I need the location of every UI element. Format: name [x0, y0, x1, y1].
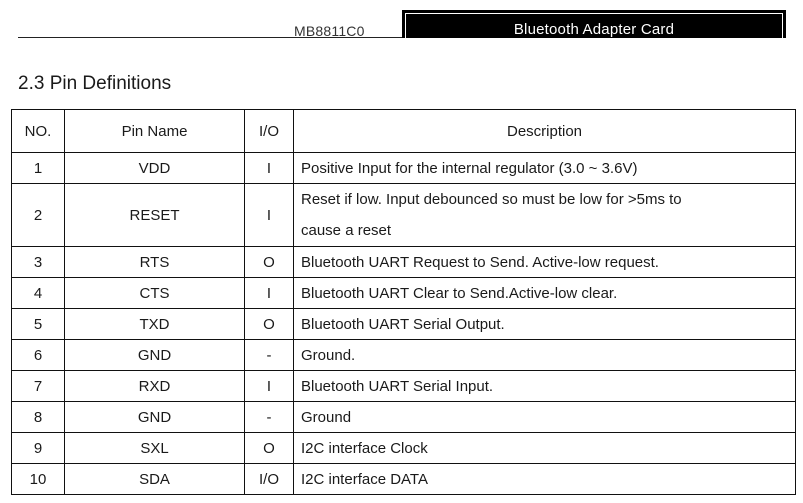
pin-number: 6 [12, 340, 65, 371]
model-code: MB8811C0 [294, 23, 365, 39]
doc-title-box [402, 10, 786, 38]
pin-io: I [245, 184, 294, 247]
pin-definitions-table [11, 109, 796, 495]
pin-number: 2 [12, 184, 65, 247]
pin-description: Ground. [294, 340, 796, 371]
table-header-row [12, 110, 796, 153]
table-row [12, 433, 796, 464]
pin-name: CTS [65, 278, 245, 309]
pin-name: VDD [65, 153, 245, 184]
column-header-pin-name: Pin Name [65, 110, 245, 153]
table-row [12, 153, 796, 184]
pin-description-line: cause a reset [301, 222, 392, 239]
pin-description [294, 184, 796, 247]
pin-description: Bluetooth UART Request to Send. Active-low request. [294, 247, 796, 278]
pin-description: Bluetooth UART Serial Input. [294, 371, 796, 402]
pin-io: I [245, 153, 294, 184]
pin-io: I [245, 371, 294, 402]
pin-name: TXD [65, 309, 245, 340]
pin-io: I [245, 278, 294, 309]
pin-io: - [245, 402, 294, 433]
pin-name: RXD [65, 371, 245, 402]
pin-description: I2C interface Clock [294, 433, 796, 464]
pin-description: Positive Input for the internal regulator (3.0 ~ 3.6V) [294, 153, 796, 184]
table-row [12, 184, 796, 247]
pin-number: 10 [12, 464, 65, 495]
pin-number: 5 [12, 309, 65, 340]
doc-title: Bluetooth Adapter Card [513, 21, 675, 38]
pin-description-line: Reset if low. Input debounced so must be low for >5ms to [301, 191, 682, 208]
pin-name: GND [65, 402, 245, 433]
pin-number: 7 [12, 371, 65, 402]
pin-io: O [245, 309, 294, 340]
table-row [12, 464, 796, 495]
column-header-io: I/O [245, 110, 294, 153]
table-row [12, 247, 796, 278]
table-row [12, 309, 796, 340]
section-title: 2.3 Pin Definitions [18, 73, 172, 94]
pin-name: RTS [65, 247, 245, 278]
pin-name: GND [65, 340, 245, 371]
pin-description: Bluetooth UART Clear to Send.Active-low clear. [294, 278, 796, 309]
table-row [12, 278, 796, 309]
pin-description: I2C interface DATA [294, 464, 796, 495]
pin-io: O [245, 433, 294, 464]
pin-number: 4 [12, 278, 65, 309]
pin-io: O [245, 247, 294, 278]
pin-io: I/O [245, 464, 294, 495]
table-row [12, 402, 796, 433]
pin-description: Ground [294, 402, 796, 433]
table-row [12, 340, 796, 371]
pin-number: 3 [12, 247, 65, 278]
pin-number: 9 [12, 433, 65, 464]
pin-io: - [245, 340, 294, 371]
pin-name: SDA [65, 464, 245, 495]
pin-name: SXL [65, 433, 245, 464]
table-row [12, 371, 796, 402]
pin-description: Bluetooth UART Serial Output. [294, 309, 796, 340]
column-header-no: NO. [12, 110, 65, 153]
pin-number: 1 [12, 153, 65, 184]
column-header-description: Description [294, 110, 796, 153]
pin-number: 8 [12, 402, 65, 433]
pin-name: RESET [65, 184, 245, 247]
